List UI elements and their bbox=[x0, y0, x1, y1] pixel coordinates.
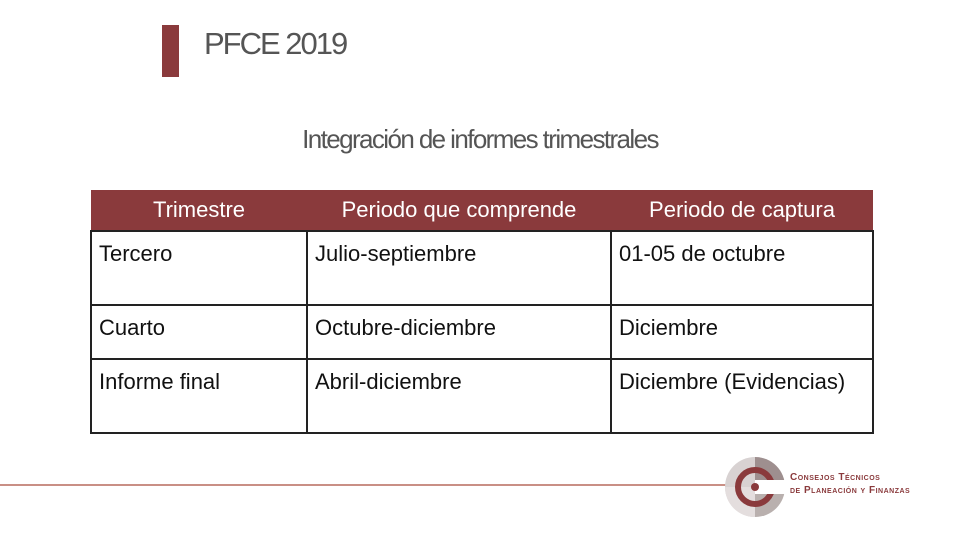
logo-line-1: Consejos Técnicos bbox=[790, 472, 881, 483]
table-cell: Diciembre (Evidencias) bbox=[611, 359, 873, 433]
logo-line-2: de Planeación y Finanzas bbox=[790, 485, 911, 496]
slide-subtitle: Integración de informes trimestrales bbox=[302, 124, 658, 154]
table-row bbox=[91, 359, 873, 433]
table-row bbox=[91, 305, 873, 359]
footer-divider-line bbox=[0, 484, 730, 486]
header-trimestre: Trimestre bbox=[91, 190, 307, 231]
slide-title: PFCE 2019 bbox=[204, 26, 347, 61]
table-cell: Abril-diciembre bbox=[307, 359, 611, 433]
table-cell: 01-05 de octubre bbox=[611, 231, 873, 305]
header-periodo-comprende: Periodo que comprende bbox=[307, 190, 611, 231]
title-accent-bar bbox=[162, 25, 179, 77]
table-cell: Octubre-diciembre bbox=[307, 305, 611, 359]
table-cell: Informe final bbox=[91, 359, 307, 433]
table-cell: Julio-septiembre bbox=[307, 231, 611, 305]
table-header-row bbox=[91, 190, 873, 231]
logo-wordmark bbox=[790, 471, 910, 497]
table-row bbox=[91, 231, 873, 305]
report-schedule-table bbox=[90, 190, 874, 434]
table-cell: Diciembre bbox=[611, 305, 873, 359]
consejos-tecnicos-logo-icon bbox=[724, 456, 786, 518]
header-periodo-captura: Periodo de captura bbox=[611, 190, 873, 231]
table-cell: Cuarto bbox=[91, 305, 307, 359]
table-cell: Tercero bbox=[91, 231, 307, 305]
